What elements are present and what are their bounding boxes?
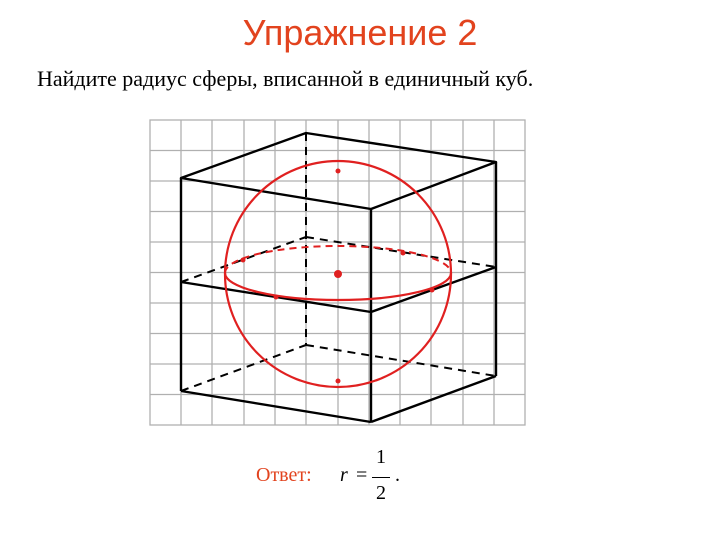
tangent-point-back <box>401 251 406 256</box>
exercise-question: Найдите радиус сферы, вписанной в единичный куб. <box>37 66 534 91</box>
tangent-point-bottom <box>336 379 341 384</box>
fraction-bar <box>372 477 390 478</box>
fraction-numerator: 1 <box>376 446 386 468</box>
fraction-denominator: 2 <box>376 482 386 504</box>
sphere-center-point <box>334 270 342 278</box>
tangent-point-right <box>430 288 435 293</box>
answer-label: Ответ: <box>256 464 312 486</box>
formula-period: . <box>395 464 400 486</box>
slide-title: Упражнение 2 <box>242 12 478 53</box>
radius-variable: r <box>340 464 348 486</box>
cube-bottom-front-edge <box>181 391 371 422</box>
equals-sign: = <box>356 464 368 486</box>
tangent-point-left <box>241 258 246 263</box>
hidden-bottom-back-edge <box>306 345 496 376</box>
cube-bottom-right-edge <box>371 376 496 422</box>
answer-formula <box>338 446 428 510</box>
tangent-point-front <box>274 295 279 300</box>
tangent-point-top <box>336 169 341 174</box>
